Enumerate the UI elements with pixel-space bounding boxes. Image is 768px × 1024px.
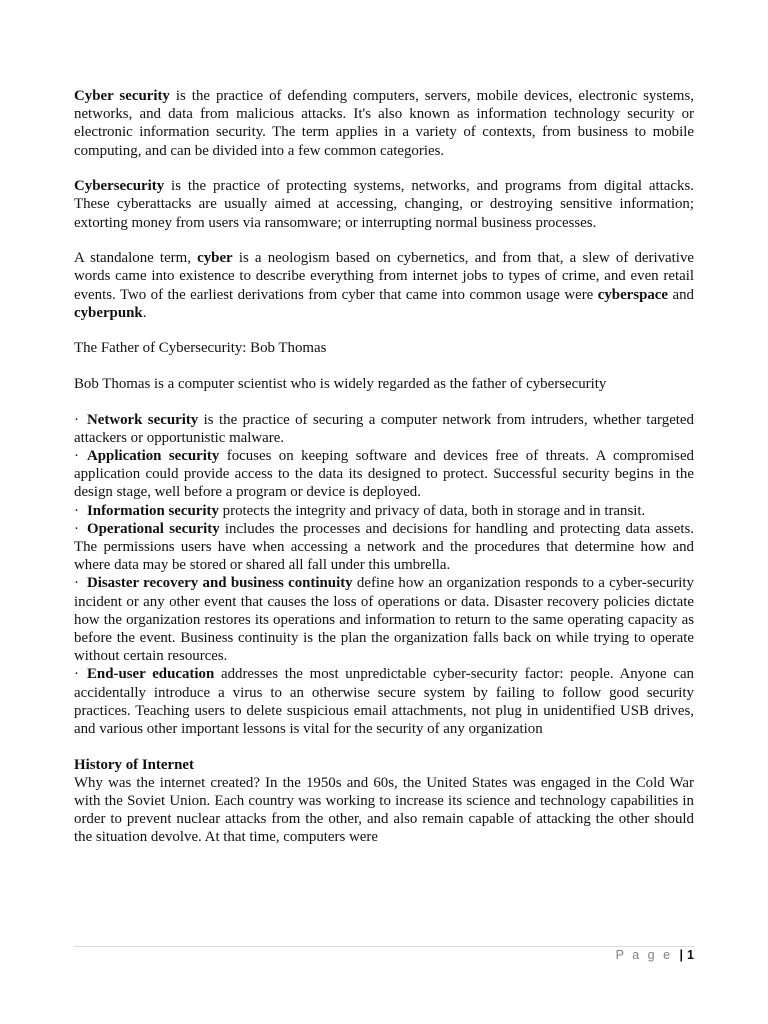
paragraph-text: is the practice of defending computers, servers, mobile devices, electronic systems, networks, and data from malicious attacks. It's also known as information technology security or electronic information security. The term applies in a variety of contexts, from business to mobile computing, and can be divided into a few common categories.	[74, 88, 694, 159]
list-item	[74, 574, 694, 665]
bullet-dot: ·	[74, 666, 79, 683]
bullet-text: define how an organization responds to a cyber-security incident or any other event that causes the loss of operations or data. Disaster recovery policies dictate how the organization restores its operations and information to return to the same operating capacity as before the event. Business continuity is the plan the organization falls back on while trying to operate without certain resources.	[74, 575, 694, 665]
paragraph-cyber-term	[74, 249, 694, 322]
paragraph-history: Why was the internet created? In the 1950s and 60s, the United States was engaged in the Cold War with the Soviet Union. Each country was working to increase its science and technology capabilities in order to prevent nuclear attacks from the other, and also remain capable of attacking the other should the situation devolve. At that time, computers were	[74, 774, 694, 846]
bullet-term: Network security	[87, 411, 199, 428]
bullet-dot: ·	[74, 575, 79, 592]
page-number: 1	[687, 948, 694, 962]
paragraph-bob-thomas: Bob Thomas is a computer scientist who is widely regarded as the father of cybersecurity	[74, 376, 607, 392]
bullet-term: Operational security	[87, 520, 220, 537]
section-heading-history-of-internet: History of Internet	[74, 756, 194, 773]
bullet-dot: ·	[74, 520, 79, 537]
document-body	[74, 87, 694, 847]
bullet-list	[74, 411, 694, 739]
bullet-term: End-user education	[87, 666, 215, 683]
list-item	[74, 520, 694, 575]
paragraph-text: is a neologism based on cybernetics, and from that, a slew of derivative words came into existence to describe everything from internet jobs to types of crime, and even retail events. Two of the earliest derivations from cyber that came into common usage were	[74, 250, 694, 303]
bullet-dot: ·	[74, 411, 79, 428]
bullet-term: Application security	[87, 448, 220, 464]
bullet-term: Information security	[87, 502, 219, 519]
bullet-text: includes the processes and decisions for handling and protecting data assets. The permissions users have when accessing a network and the procedures that determine how and where data may be stored or shared all fall under this umbrella.	[74, 520, 694, 574]
bullet-dot: ·	[74, 502, 79, 519]
page-footer	[616, 948, 694, 962]
term-cybersecurity: Cybersecurity	[74, 178, 165, 195]
bullet-dot: ·	[74, 448, 79, 464]
list-item	[74, 665, 694, 738]
page-label: P a g e	[615, 948, 673, 962]
term-cyberpunk: cyberpunk	[74, 304, 143, 321]
paragraph-text: and	[668, 286, 694, 303]
bullet-text: addresses the most unpredictable cyber-security factor: people. Anyone can accidentally introduce a virus to an otherwise secure system by failing to follow good security practices. Teaching users to delete suspicious email attachments, not plug in unidentified USB drives, and various other important lessons is vital for the security of any organization	[74, 666, 694, 738]
section-title-father-of-cybersecurity: The Father of Cybersecurity: Bob Thomas	[74, 340, 327, 357]
footer-divider	[74, 946, 694, 947]
list-item	[74, 411, 694, 447]
bullet-text: protects the integrity and privacy of data, both in storage and in transit.	[218, 502, 646, 519]
paragraph-text: .	[142, 304, 147, 321]
paragraph-cyber-security	[74, 87, 694, 160]
list-item	[74, 502, 694, 520]
bullet-term: Disaster recovery and business continuity	[87, 575, 353, 592]
term-cyberspace: cyberspace	[597, 286, 669, 303]
list-item	[74, 447, 694, 502]
paragraph-cybersecurity	[74, 177, 694, 232]
page-separator: |	[679, 948, 684, 962]
term-cyber: cyber	[197, 250, 233, 267]
paragraph-text: is the practice of protecting systems, networks, and programs from digital attacks. These cyberattacks are usually aimed at accessing, changing, or destroying sensitive information; extorting money from users via ransomware; or interrupting normal business processes.	[74, 178, 694, 231]
term-cyber-security: Cyber security	[74, 88, 170, 104]
bullet-text: focuses on keeping software and devices free of threats. A compromised application could provide access to the data its designed to protect. Successful security begins in the design stage, well before a program or device is deployed.	[74, 448, 695, 501]
bullet-text: is the practice of securing a computer network from intruders, whether targeted attackers or opportunistic malware.	[74, 411, 694, 446]
paragraph-text: A standalone term,	[74, 250, 198, 267]
